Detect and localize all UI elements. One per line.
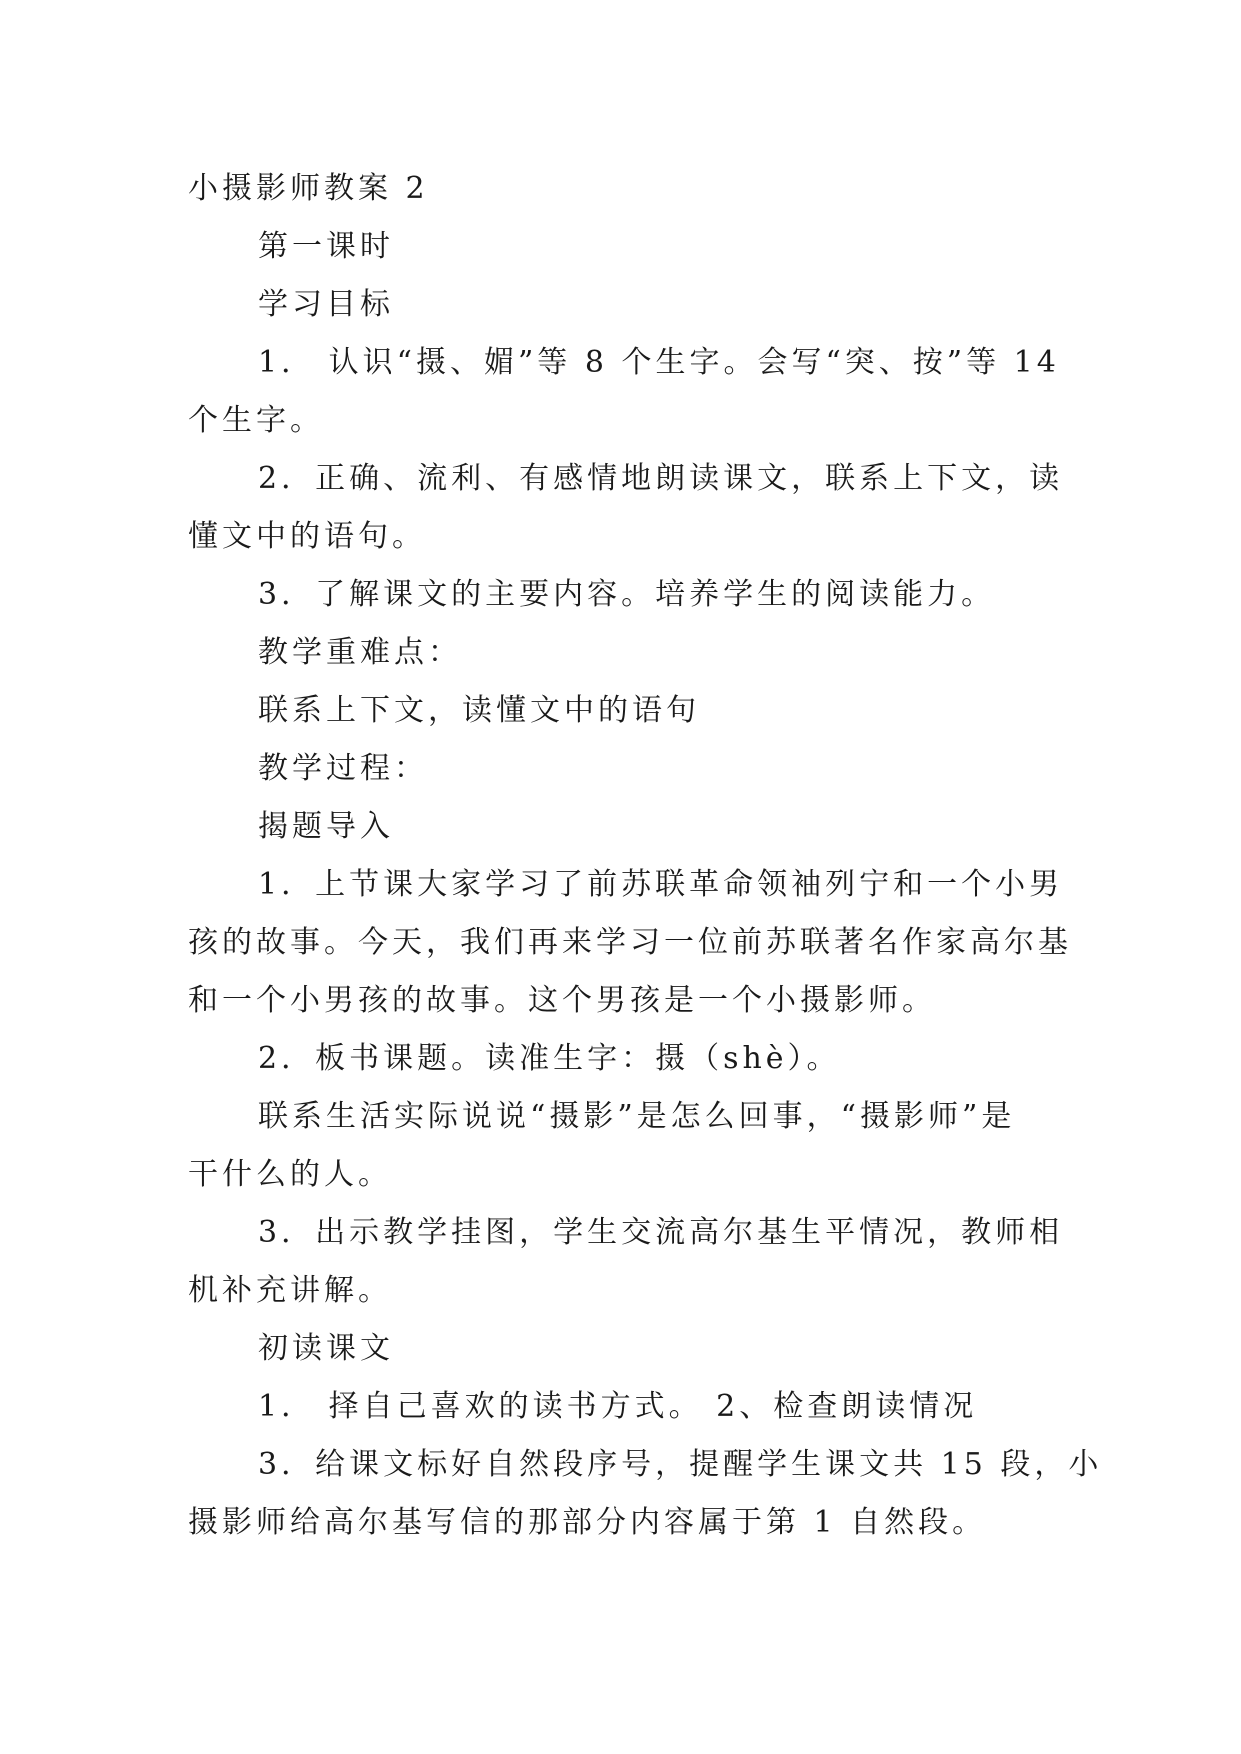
goal-3: 3．了解课文的主要内容。培养学生的阅读能力。 — [258, 577, 996, 612]
reading-3-line-1: 3．给课文标好自然段序号，提醒学生课文共 15 段，小 — [258, 1447, 1103, 1482]
intro-2-note-line-2: 干什么的人。 — [188, 1157, 392, 1192]
reading-3-line-2: 摄影师给高尔基写信的那部分内容属于第 1 自然段。 — [188, 1505, 987, 1540]
intro-1-line-3: 和一个小男孩的故事。这个男孩是一个小摄影师。 — [188, 983, 936, 1018]
goal-2-line-1: 2．正确、流利、有感情地朗读课文，联系上下文，读 — [258, 461, 1064, 496]
intro-3-line-2: 机补充讲解。 — [188, 1273, 392, 1308]
intro-1-line-2: 孩的故事。今天，我们再来学习一位前苏联著名作家高尔基 — [188, 925, 1072, 960]
key-point: 联系上下文，读懂文中的语句 — [258, 693, 700, 728]
intro-1-line-1: 1．上节课大家学习了前苏联革命领袖列宁和一个小男 — [258, 867, 1064, 902]
goal-2-line-2: 懂文中的语句。 — [188, 519, 426, 554]
intro-2-note-line-1: 联系生活实际说说“摄影”是怎么回事，“摄影师”是 — [258, 1099, 1016, 1134]
intro-2: 2．板书课题。读准生字：摄（shè）。 — [258, 1041, 841, 1076]
document-title: 小摄影师教案 2 — [188, 171, 429, 206]
reading-1: 1． 择自己喜欢的读书方式。 2、检查朗读情况 — [258, 1389, 978, 1424]
section-heading-key-points: 教学重难点： — [258, 635, 462, 670]
subheading-first-reading: 初读课文 — [258, 1331, 394, 1366]
section-heading-goals: 学习目标 — [258, 287, 394, 322]
goal-1-line-2: 个生字。 — [188, 403, 324, 438]
goal-1-line-1: 1． 认识“摄、媚”等 8 个生字。会写“突、按”等 14 — [258, 345, 1060, 380]
document-body — [188, 160, 1103, 1552]
lesson-period: 第一课时 — [258, 229, 394, 264]
section-heading-process: 教学过程： — [258, 751, 428, 786]
subheading-introduction: 揭题导入 — [258, 809, 394, 844]
intro-3-line-1: 3．出示教学挂图，学生交流高尔基生平情况，教师相 — [258, 1215, 1064, 1250]
